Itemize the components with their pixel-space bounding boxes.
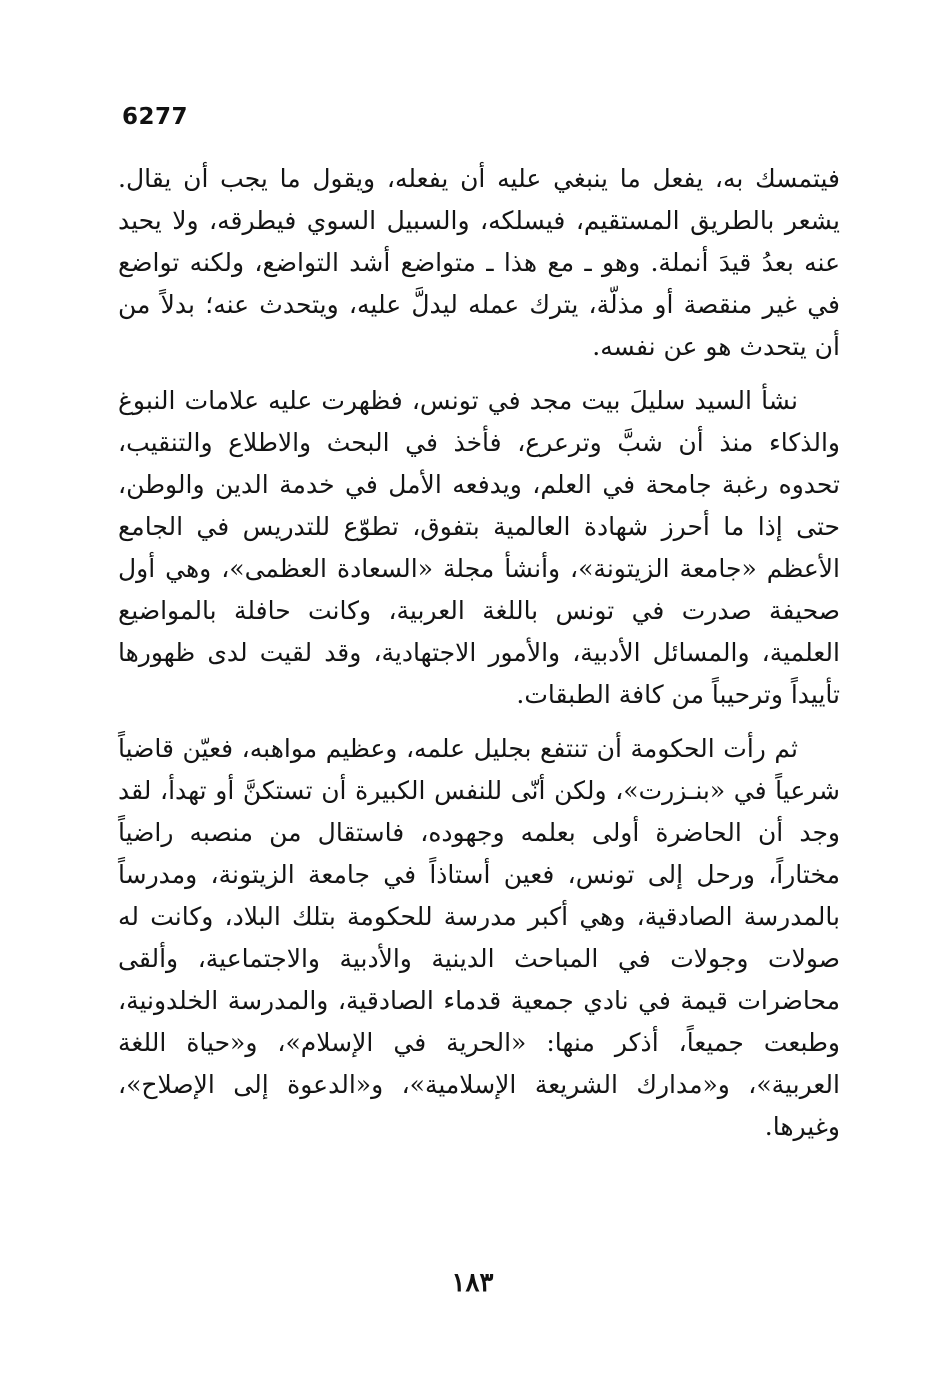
body-text (118, 158, 840, 1160)
paragraph-upbringing: نشأ السيد سليلَ بيت مجد في تونس، فظهرت عليه علامات النبوغ والذكاء منذ أن شبَّ وترعرع، فأخذ في البحث والاطلاع والتنقيب، تحدوه رغبة جامحة في العلم، ويدفعه الأمل في خدمة الدين والوطن، حتى إذا ما أحرز شهادة العالمية بتفوق، تطوّع للتدريس في الجامع الأعظم «جامعة الزيتونة»، وأنشأ مجلة «السعادة العظمى»، وهي أول صحيفة صدرت في تونس باللغة العربية، وكانت حافلة بالمواضيع العلمية، والمسائل الأدبية، والأمور الاجتهادية، وقد لقيت لدى ظهورها تأييداً وترحيباً من كافة الطبقات. (118, 386, 840, 709)
page-number: ١٨٣ (451, 1268, 494, 1298)
page-identifier: 6277 (122, 104, 189, 130)
paragraph-continuation: فيتمسك به، يفعل ما ينبغي عليه أن يفعله، ويقول ما يجب أن يقال. يشعر بالطريق المستقيم، فيسلكه، والسبيل السوي فيطرقه، ولا يحيد عنه بعدُ قيدَ أنملة. وهو ـ مع هذا ـ متواضع أشد التواضع، ولكنه تواضع في غير منقصة أو مذلّة، يترك عمله ليدلَّ عليه، ويتحدث عنه؛ بدلاً من أن يتحدث هو عن نفسه. (118, 164, 840, 361)
paragraph-career: ثم رأت الحكومة أن تنتفع بجليل علمه، وعظيم مواهبه، فعيّن قاضياً شرعياً في «بنـزرت»، ولكن أنّى للنفس الكبيرة أن تستكنَّ أو تهدأ، لقد وجد أن الحاضرة أولى بعلمه وجهوده، فاستقال من منصبه راضياً مختاراً، ورحل إلى تونس، فعين أستاذاً في جامعة الزيتونة، ومدرساً بالمدرسة الصادقية، وهي أكبر مدرسة للحكومة بتلك البلاد، وكانت له صولات وجولات في المباحث الدينية والأدبية والاجتماعية، وألقى محاضرات قيمة في نادي جمعية قدماء الصادقية، والمدرسة الخلدونية، وطبعت جميعاً، أذكر منها: «الحرية في الإسلام»، و«حياة اللغة العربية»، و«مدارك الشريعة الإسلامية»، و«الدعوة إلى الإصلاح»، وغيرها. (118, 734, 840, 1141)
